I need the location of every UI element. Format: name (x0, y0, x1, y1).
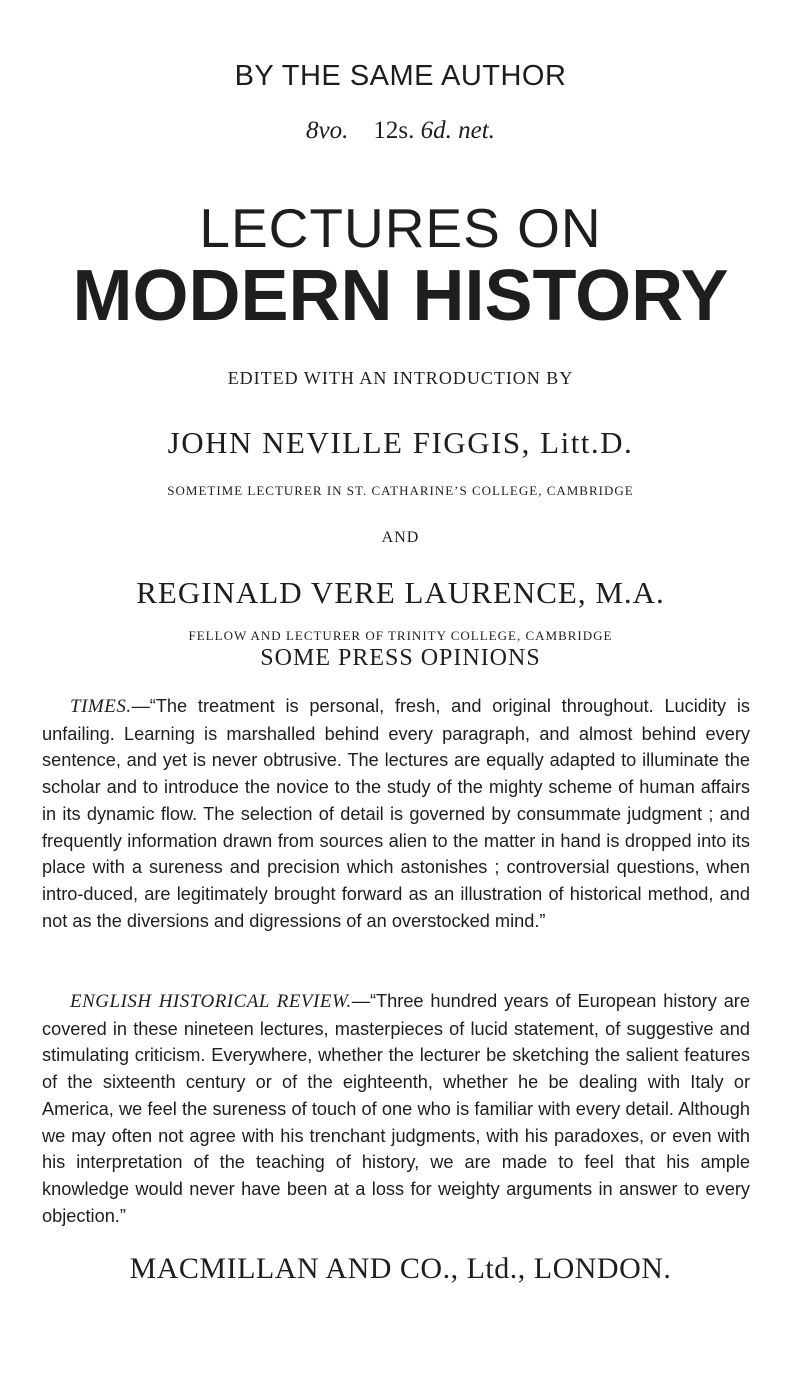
price-pence: 6d. (420, 117, 452, 144)
editor-1-description: SOMETIME LECTURER IN ST. CATHARINE’S COLLEGE, CAMBRIDGE (167, 483, 634, 498)
conjunction-and: AND (381, 529, 420, 546)
publisher-imprint: MACMILLAN AND CO., Ltd., LONDON. (129, 1252, 672, 1285)
press-review-english-historical-review (42, 988, 750, 1229)
price-shillings: 12s. (373, 117, 415, 144)
editor-2-name: REGINALD VERE LAURENCE, M.A. (136, 575, 665, 610)
book-title-line-1: LECTURES ON (199, 197, 602, 259)
by-same-author-heading: BY THE SAME AUTHOR (234, 60, 567, 92)
format-label: 8vo. (306, 117, 349, 144)
price-line (0, 117, 801, 145)
press-review-times (42, 693, 750, 934)
editor-1-name: JOHN NEVILLE FIGGIS, Litt.D. (167, 425, 634, 460)
press-opinions-heading: SOME PRESS OPINIONS (260, 645, 541, 671)
price-note: net. (458, 117, 495, 144)
review-source: TIMES. (70, 696, 132, 717)
book-title-line-2: MODERN HISTORY (72, 256, 729, 336)
review-text: —“The treatment is personal, fresh, and original throughout. Lucidity is unfailing. Learning is marshalled behind every paragraph, and almost behind every sentence, and yet is never obtrusive. The lectures are equally adapted to illuminate the scholar and to introduce the novice to the study of the mighty scheme of human affairs in its dynamic flow. The selection of detail is governed by consummate judgment ; and frequently information drawn from sources alien to the matter in hand is dropped into its place with a sureness and precision which astonishes ; controversial questions, when intro-duced, are legitimately brought forward as an illustration of historical method, and not as the diversions and digressions of an overstocked mind.” (42, 696, 750, 931)
review-source: ENGLISH HISTORICAL REVIEW. (70, 991, 352, 1012)
editor-2-description: FELLOW AND LECTURER OF TRINITY COLLEGE, CAMBRIDGE (188, 628, 613, 643)
edited-with-introduction: EDITED WITH AN INTRODUCTION BY (227, 368, 574, 388)
review-text: —“Three hundred years of European history are covered in these nineteen lectures, masterpieces of lucid statement, of suggestive and stimulating criticism. Everywhere, whether the lecturer be sketching the salient features of the sixteenth century or of the eighteenth, whether he be dealing with Italy or America, we feel the sureness of touch of one who is familiar with every detail. Although we may often not agree with his trenchant judgments, with his paradoxes, or even with his interpretation of the teaching of history, we are made to feel that his ample knowledge would never have been at a loss for weighty arguments in answer to every objection.” (42, 991, 750, 1226)
